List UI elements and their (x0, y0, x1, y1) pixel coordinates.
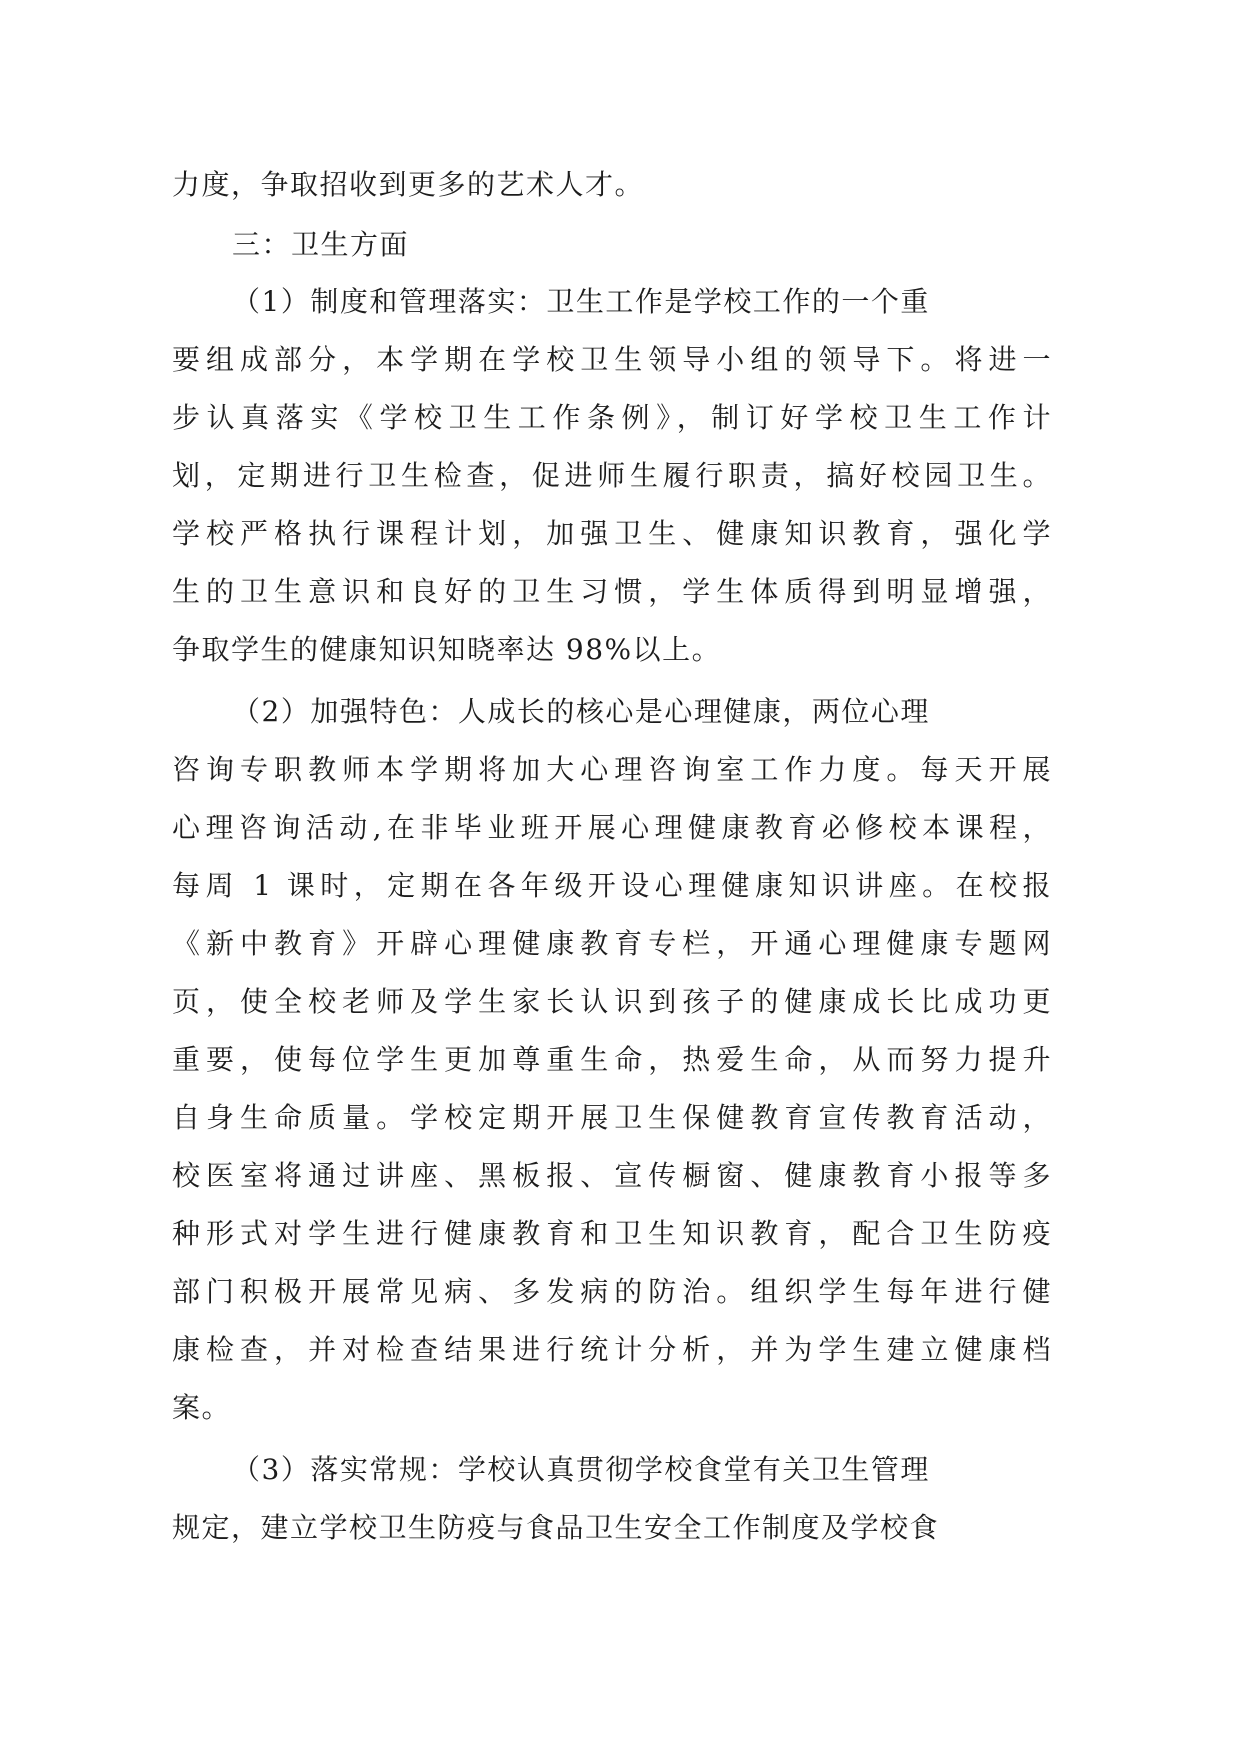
text-line: 咨询专职教师本学期将加大心理咨询室工作力度。每天开展 (172, 753, 1052, 786)
text-line: 康检查，并对检查结果进行统计分析，并为学生建立健康档 (172, 1333, 1052, 1366)
text-line: 案。 (172, 1391, 232, 1424)
text-line: （2）加强特色：人成长的核心是心理健康，两位心理 (232, 695, 930, 728)
text-line: 要组成部分，本学期在学校卫生领导小组的领导下。将进一 (172, 343, 1052, 376)
text-line: 《新中教育》开辟心理健康教育专栏，开通心理健康专题网 (172, 927, 1052, 960)
text-line: 学校严格执行课程计划，加强卫生、健康知识教育，强化学 (172, 517, 1052, 550)
text-line: 部门积极开展常见病、多发病的防治。组织学生每年进行健 (172, 1275, 1052, 1308)
text-line: 划，定期进行卫生检查，促进师生履行职责，搞好校园卫生。 (172, 459, 1052, 492)
text-line: 力度，争取招收到更多的艺术人才。 (172, 168, 645, 201)
text-line: （3）落实常规：学校认真贯彻学校食堂有关卫生管理 (232, 1453, 930, 1486)
text-line: 心理咨询活动,在非毕业班开展心理健康教育必修校本课程， (172, 811, 1052, 844)
text-line: 每周 1 课时，定期在各年级开设心理健康知识讲座。在校报 (172, 869, 1052, 902)
text-line: 生的卫生意识和良好的卫生习惯，学生体质得到明显增强， (172, 575, 1052, 608)
heading-text: 三：卫生方面 (232, 228, 410, 261)
text-line: （1）制度和管理落实：卫生工作是学校工作的一个重 (232, 285, 930, 318)
text-line: 自身生命质量。学校定期开展卫生保健教育宣传教育活动， (172, 1101, 1052, 1134)
text-line: 校医室将通过讲座、黑板报、宣传橱窗、健康教育小报等多 (172, 1159, 1052, 1192)
text-line: 重要，使每位学生更加尊重生命，热爱生命，从而努力提升 (172, 1043, 1052, 1076)
text-line: 页，使全校老师及学生家长认识到孩子的健康成长比成功更 (172, 985, 1052, 1018)
text-line: 争取学生的健康知识知晓率达 98%以上。 (172, 633, 722, 666)
text-line: 步认真落实《学校卫生工作条例》，制订好学校卫生工作计 (172, 401, 1052, 434)
text-line: 规定，建立学校卫生防疫与食品卫生安全工作制度及学校食 (172, 1511, 940, 1544)
text-line: 种形式对学生进行健康教育和卫生知识教育，配合卫生防疫 (172, 1217, 1052, 1250)
